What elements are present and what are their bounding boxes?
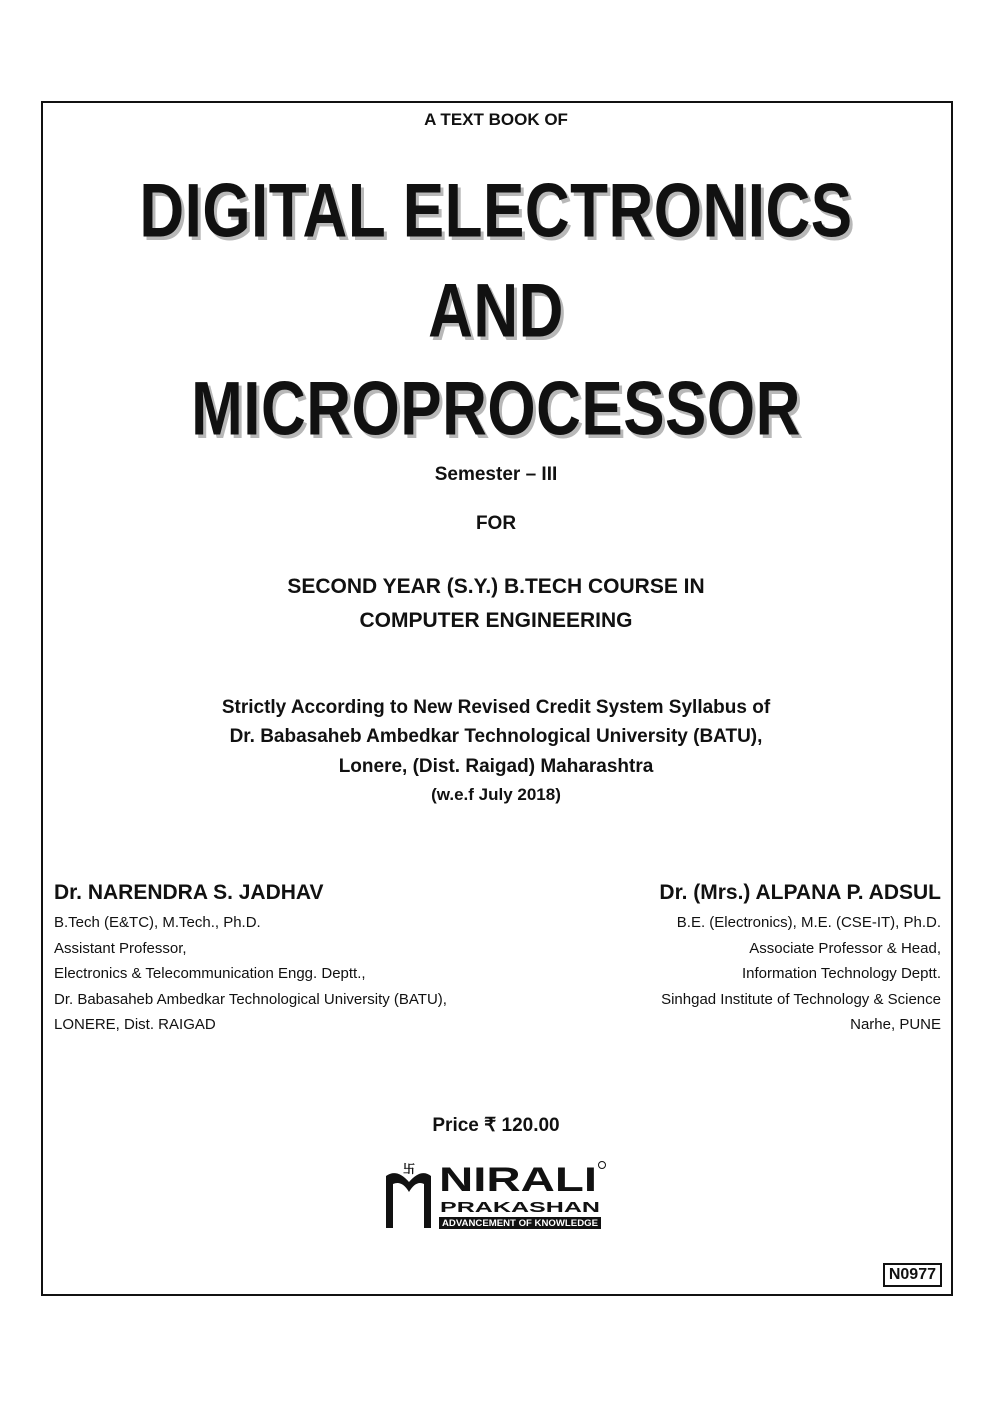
svg-text:NIRALI: NIRALI [439,1161,597,1199]
book-code: N0977 [883,1263,942,1287]
author-detail: Dr. Babasaheb Ambedkar Technological University (BATU), [54,990,447,1008]
author-name: Dr. NARENDRA S. JADHAV [54,881,324,904]
author-detail: Narhe, PUNE [850,1016,941,1033]
syllabus-line-2: Dr. Babasaheb Ambedkar Technological University (BATU), [229,726,763,747]
title-line-3: MICROPROCESSOR [191,367,801,452]
course-line-2: COMPUTER ENGINEERING [359,609,633,632]
svg-text:卐: 卐 [403,1162,416,1176]
title-line-1: DIGITAL ELECTRONICS [139,169,853,254]
syllabus-line-3: Lonere, (Dist. Raigad) Maharashtra [338,756,654,777]
svg-text:ADVANCEMENT OF KNOWLEDGE: ADVANCEMENT OF KNOWLEDGE [442,1218,598,1228]
logo-book-icon [383,1160,609,1230]
author-detail: B.E. (Electronics), M.E. (CSE-IT), Ph.D. [676,914,941,931]
title-line-2: AND [428,269,564,354]
svg-text:PRAKASHAN: PRAKASHAN [440,1199,600,1216]
author-detail: LONERE, Dist. RAIGAD [54,1016,216,1033]
syllabus-line-1: Strictly According to New Revised Credit System Syllabus of [221,697,771,718]
author-1 [54,878,447,1038]
author-name: Dr. (Mrs.) ALPANA P. ADSUL [659,881,941,904]
semester: Semester – III [434,464,558,485]
syllabus-line-4: (w.e.f July 2018) [431,785,561,804]
price: Price ₹ 120.00 [432,1115,560,1136]
author-detail: Assistant Professor, [54,939,187,957]
author-detail: Electronics & Telecommunication Engg. Deptt., [54,965,366,982]
author-detail: Associate Professor & Head, [749,939,941,957]
for-label: FOR [475,513,517,534]
author-detail: B.Tech (E&TC), M.Tech., Ph.D. [54,914,261,931]
nirali-prakashan-logo [383,1160,609,1230]
author-detail: Information Technology Deptt. [741,965,941,982]
header-label: A TEXT BOOK OF [424,110,568,129]
course-line-1: SECOND YEAR (S.Y.) B.TECH COURSE IN [287,575,705,598]
author-2 [659,878,941,1038]
author-detail: Sinhgad Institute of Technology & Science [661,990,941,1008]
